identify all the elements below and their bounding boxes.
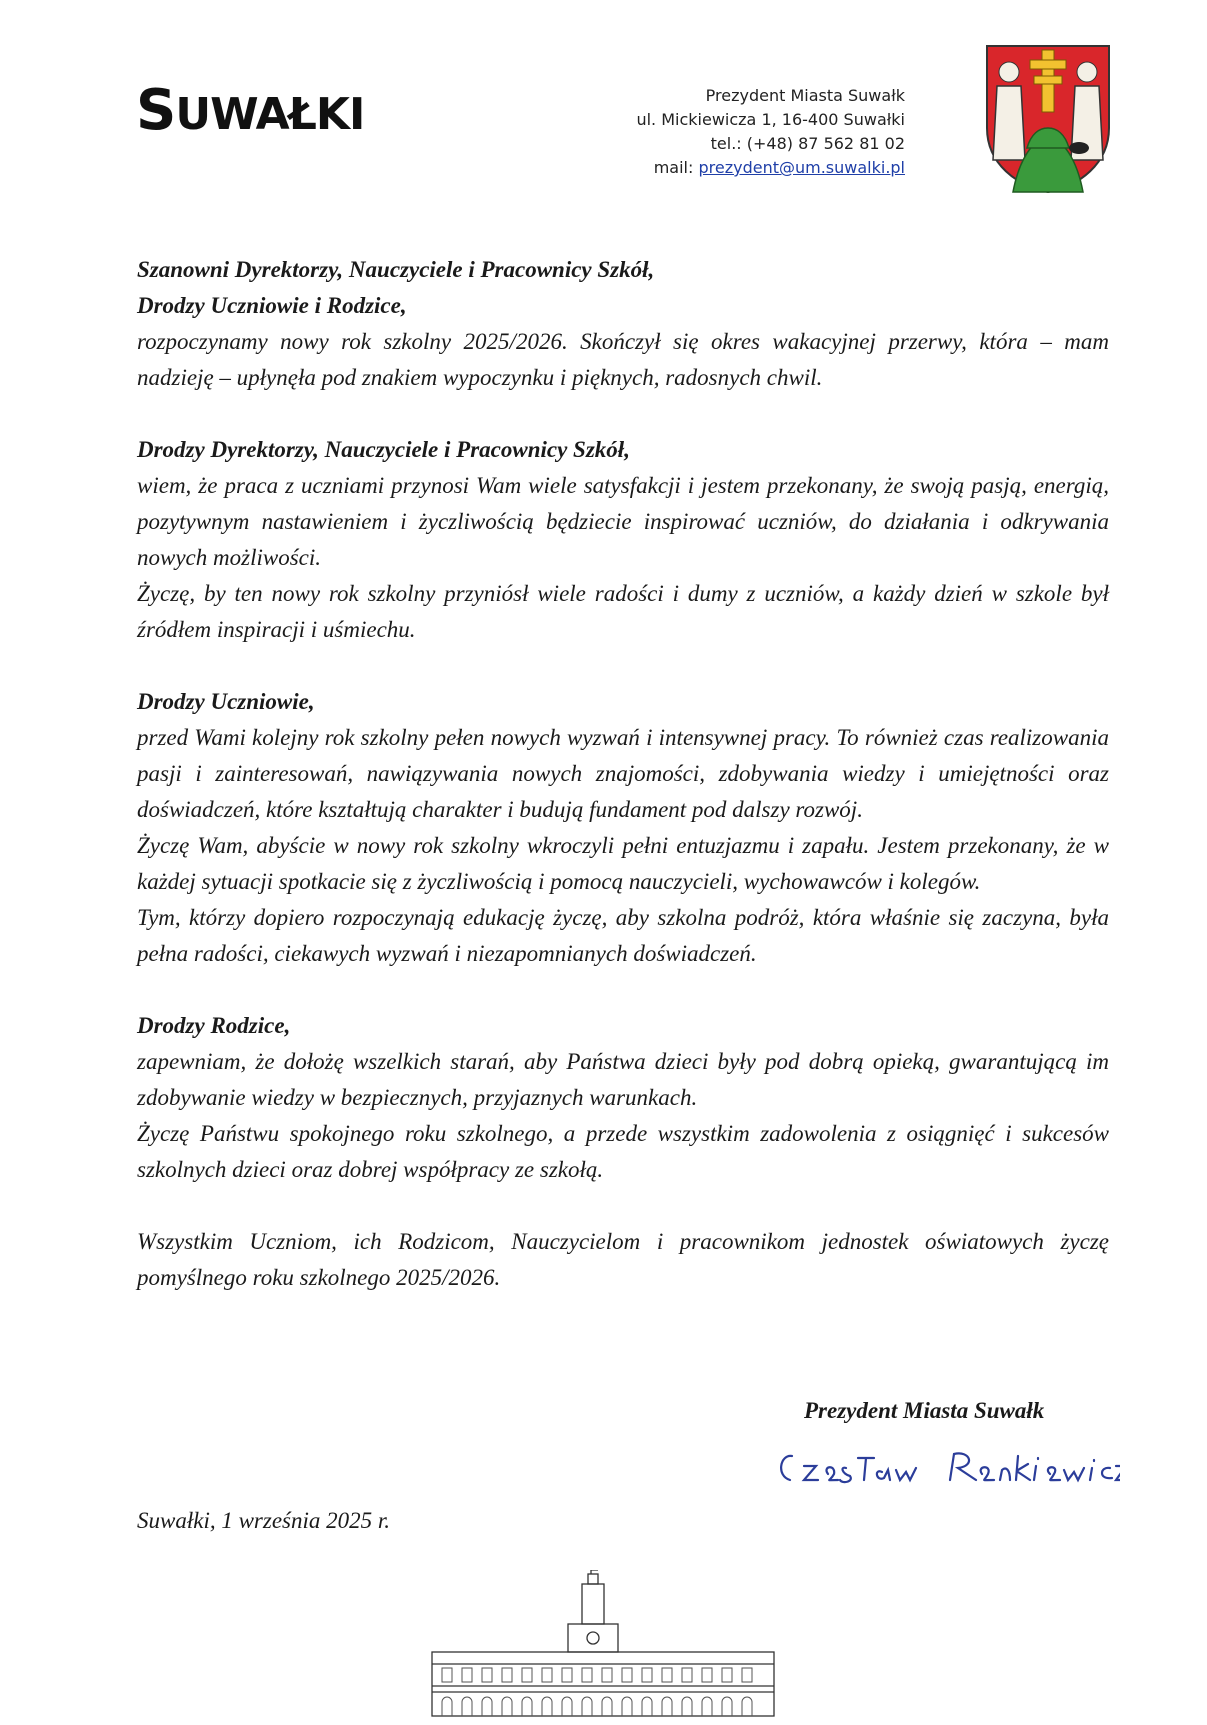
students-heading: Drodzy Uczniowie, [137, 689, 315, 714]
logo-first-letter: S [136, 78, 176, 143]
intro-paragraph: rozpoczynamy nowy rok szkolny 2025/2026. Skończył się okres wakacyjnej przerwy, która – mam nadzieję – upłynęła pod znakiem wypoczynku i pięknych, radosnych chwil. [137, 329, 1109, 390]
parents-paragraph-2: Życzę Państwu spokojnego roku szkolnego, a przede wszystkim zadowolenia z osiągnięć i sukcesów szkolnych dzieci oraz dobrej współpracy ze szkołą. [137, 1121, 1109, 1182]
logo-rest: UWAŁKI [175, 89, 365, 140]
teachers-paragraph-1: wiem, że praca z uczniami przynosi Wam wiele satysfakcji i jestem przekonany, że swoją pasją, energią, pozytywnym nastawieniem i życzliwością będziecie inspirować uczniów, do działania i odkrywania nowych możliwości. [137, 473, 1109, 570]
parents-heading: Drodzy Rodzice, [137, 1013, 291, 1038]
contact-block [585, 84, 905, 180]
city-logo [136, 78, 364, 143]
handwritten-signature-icon [770, 1436, 1120, 1496]
greeting-staff: Szanowni Dyrektorzy, Nauczyciele i Pracownicy Szkół, [137, 257, 655, 282]
contact-address: ul. Mickiewicza 1, 16-400 Suwałki [636, 110, 905, 129]
contact-phone: tel.: (+48) 87 562 81 02 [710, 134, 905, 153]
teachers-paragraph-2: Życzę, by ten nowy rok szkolny przyniósł wiele radości i dumy z uczniów, a każdy dzień w szkole był źródłem inspiracji i uśmiechu. [137, 581, 1109, 642]
teachers-heading: Drodzy Dyrektorzy, Nauczyciele i Pracownicy Szkół, [137, 437, 630, 462]
contact-office: Prezydent Miasta Suwałk [705, 86, 905, 105]
signer-title: Prezydent Miasta Suwałk [804, 1398, 1045, 1423]
mail-link[interactable]: prezydent@um.suwalki.pl [698, 158, 905, 177]
parents-paragraph-1: zapewniam, że dołożę wszelkich starań, aby Państwa dzieci były pod dobrą opieką, gwarantującą im zdobywanie wiedzy w bezpiecznych, przyjaznych warunkach. [137, 1049, 1109, 1110]
city-coat-of-arms-icon [983, 42, 1113, 194]
contact-mail [585, 156, 905, 180]
town-hall-drawing-icon [428, 1570, 778, 1720]
greeting-students-parents: Drodzy Uczniowie i Rodzice, [137, 293, 407, 318]
signature-text: Czesław Renkiewicz [770, 1436, 779, 1437]
students-paragraph-3: Tym, którzy dopiero rozpoczynają edukację życzę, aby szkolna podróż, która właśnie się zaczyna, była pełna radości, ciekawych wyzwań i niezapomnianych doświadczeń. [137, 905, 1109, 966]
closing-paragraph: Wszystkim Uczniom, ich Rodzicom, Nauczycielom i pracownikom jednostek oświatowych życzę pomyślnego roku szkolnego 2025/2026. [137, 1229, 1109, 1290]
letter-body [137, 252, 1109, 1296]
letter-date: Suwałki, 1 września 2025 r. [137, 1508, 391, 1533]
mail-label: mail: [653, 158, 699, 177]
students-paragraph-2: Życzę Wam, abyście w nowy rok szkolny wkroczyli pełni entuzjazmu i zapału. Jestem przekonany, że w każdej sytuacji spotkacie się z życzliwością i pomocą nauczycieli, wychowawców i kolegów. [137, 833, 1109, 894]
students-paragraph-1: przed Wami kolejny rok szkolny pełen nowych wyzwań i intensywnej pracy. To również czas realizowania pasji i zainteresowań, nawiązywania nowych znajomości, zdobywania wiedzy i umiejętności oraz doświadczeń, które kształtują charakter i budują fundament pod dalszy rozwój. [137, 725, 1109, 822]
